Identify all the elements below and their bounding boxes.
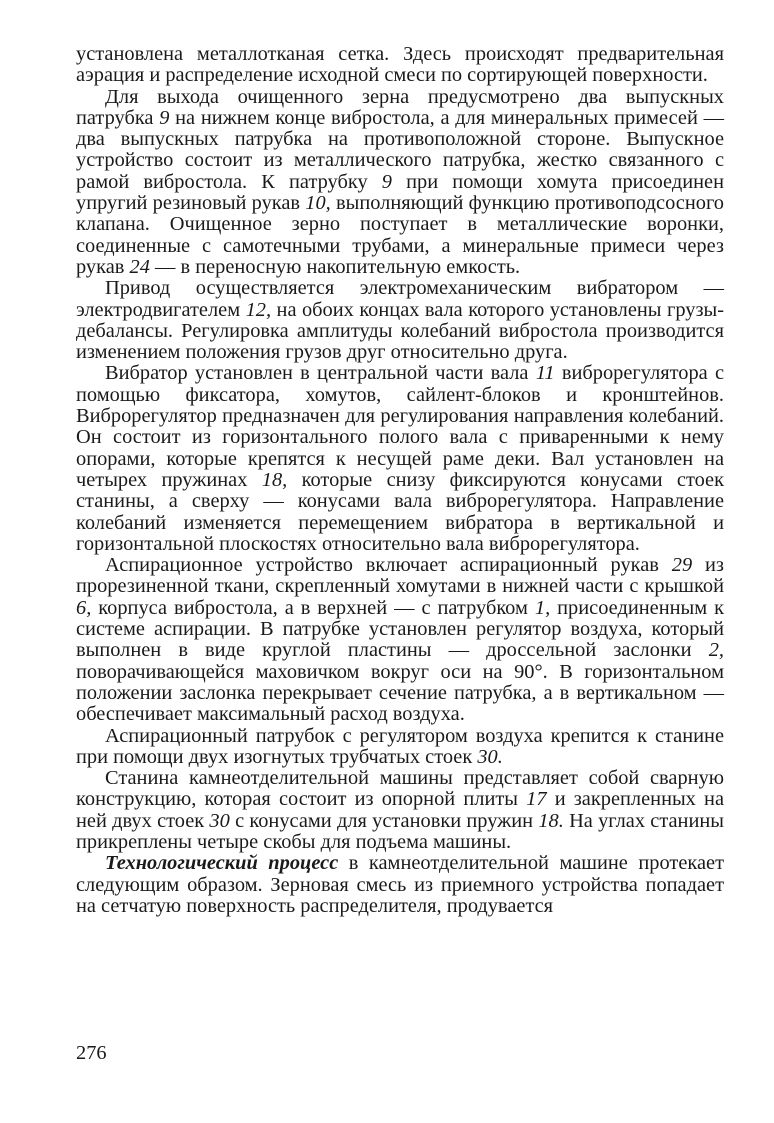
text-segment: присоединенным к системе аспирации. В патрубке установлен регулятор воздуха, который выполнен в виде круглой пластины — дроссельной заслонки	[76, 596, 724, 662]
paragraph	[76, 726, 724, 769]
text-segment: Аспирационный патрубок с регулятором воздуха крепится к станине при помощи двух изогнутых трубчатых стоек	[76, 724, 724, 768]
text-segment: Станина камнеотделительной машины представляет собой сварную конструкцию, которая состоит из опорной плиты	[76, 767, 724, 811]
figure-reference: 30.	[477, 745, 503, 768]
text-segment: На углах станины прикреплены четыре скобы для подъема машины.	[76, 809, 724, 853]
text-segment: корпуса вибростола, а в верхней — с патрубком	[91, 596, 535, 619]
text-segment: которые снизу фиксируются конусами стоек станины, а сверху — конусами вала виброрегулятора. Направление колебаний изменяется перемещением вибратора в вертикальной и горизонтальной плоскостях относительно вала виброрегулятора.	[76, 468, 724, 555]
figure-reference: 18,	[261, 468, 288, 491]
text-segment: на нижнем конце вибростола, а для минеральных примесей — два выпускных патрубка на противоположной стороне. Выпускное устройство состоит из металлического патрубка, жестко связанного с рамой вибростола. К патрубку	[76, 106, 724, 193]
text-segment: с конусами для установки пружин	[229, 809, 539, 832]
text-segment: — в переносную накопительную емкость.	[149, 255, 521, 278]
text-segment: Для выхода очищенного зерна предусмотрено два выпускных патрубка	[76, 85, 724, 129]
paragraph	[76, 555, 724, 725]
text-segment: установлена металлотканая сетка. Здесь происходят предварительная аэрация и распределение исходной смеси по сортирующей поверхности.	[76, 43, 724, 87]
figure-reference: 2,	[708, 639, 724, 662]
paragraph	[76, 768, 724, 853]
figure-reference: 17	[526, 788, 547, 811]
text-segment: Привод осуществляется электромеханическим вибратором — электродвигателем	[76, 277, 724, 321]
figure-reference: 6,	[76, 596, 92, 619]
figure-reference: 30	[209, 809, 230, 832]
text-segment: Аспирационное устройство включает аспирационный рукав	[105, 554, 672, 577]
page-number: 276	[76, 1042, 107, 1064]
text-segment: из прорезиненной ткани, скрепленный хомутами в нижней части с крышкой	[76, 554, 724, 598]
text-segment: поворачивающейся маховичком вокруг оси на 90°. В горизонтальном положении заслонка перекрывает сечение патрубка, а в вертикальном — обеспечивает максимальный расход воздуха.	[76, 660, 724, 726]
figure-reference: 9	[159, 106, 170, 129]
text-segment: и закрепленных на ней двух стоек	[76, 788, 724, 832]
text-segment: на обоих концах вала которого установлены грузы-дебалансы. Регулировка амплитуды колебаний вибростола производится изменением положения грузов друг относительно друга.	[76, 298, 724, 364]
text-segment: Вибратор установлен в центральной части вала	[105, 362, 536, 385]
section-term: Технологический процесс	[105, 852, 339, 875]
text-segment: виброрегулятора с помощью фиксатора, хомутов, сайлент-блоков и кронштейнов. Виброрегулятор предназначен для регулирования направления колебаний. Он состоит из горизонтального полого вала с приваренными к нему опорами, которые крепятся к несущей раме деки. Вал установлен на четырех пружинах	[76, 362, 724, 491]
paragraph	[76, 44, 724, 87]
figure-reference: 24	[129, 255, 150, 278]
text-segment: выполняющий функцию противоподсосного клапана. Очищенное зерно поступает в металлические воронки, соединенные с самотечными трубами, а минеральные примеси через рукав	[76, 192, 724, 278]
figure-reference: 29	[671, 554, 693, 577]
figure-reference: 1,	[534, 596, 551, 619]
figure-reference: 18.	[538, 809, 564, 832]
page-body	[76, 44, 724, 917]
figure-reference: 9	[381, 170, 392, 193]
text-segment: при помощи хомута присоединен упругий резиновый рукав	[76, 170, 724, 215]
paragraph	[76, 278, 724, 363]
figure-reference: 10,	[305, 192, 331, 215]
figure-reference: 12,	[245, 298, 272, 321]
figure-reference: 11	[535, 362, 555, 385]
text-segment: в камнеотделительной машине протекает следующим образом. Зерновая смесь из приемного устройства попадает на сетчатую поверхность распределителя, продувается	[76, 852, 724, 917]
paragraph	[76, 853, 724, 917]
paragraph	[76, 363, 724, 555]
paragraph	[76, 87, 724, 279]
